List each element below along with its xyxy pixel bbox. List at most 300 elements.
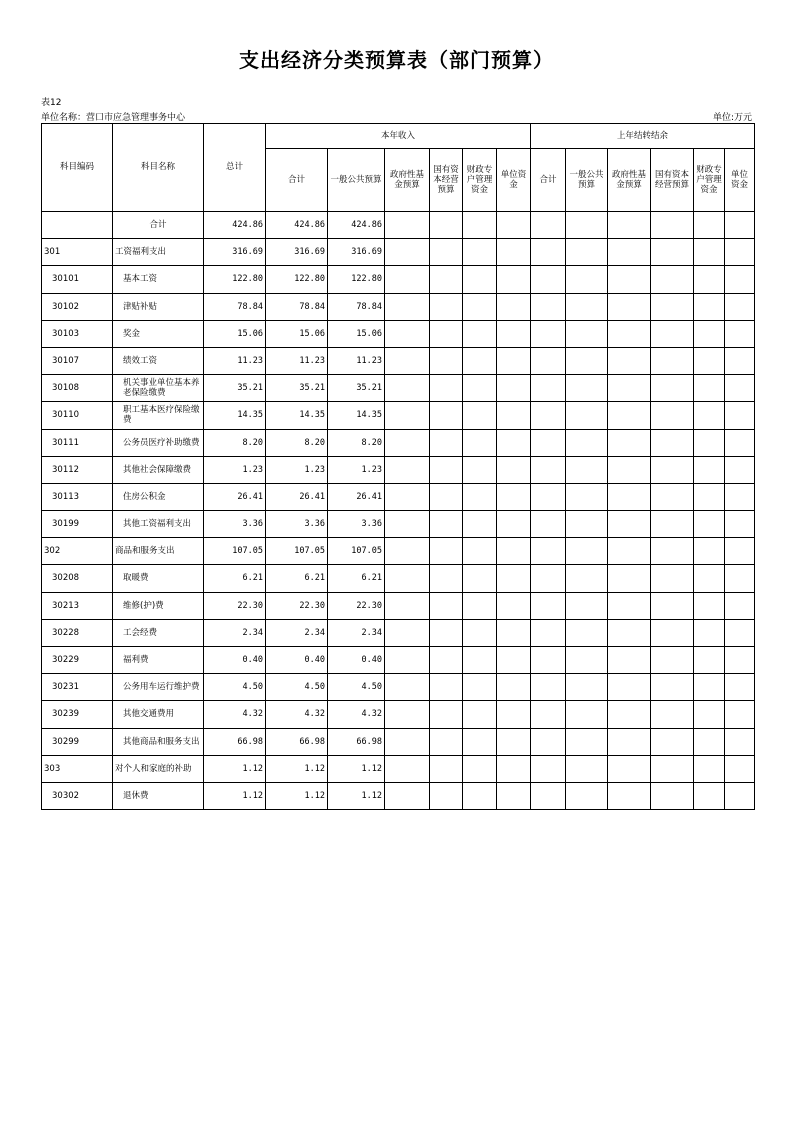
- row-name: 维修(护)费: [113, 592, 204, 619]
- header-total: 总计: [204, 124, 266, 212]
- empty-cell: [463, 212, 497, 239]
- empty-cell: [531, 647, 566, 674]
- empty-cell: [566, 483, 608, 510]
- empty-cell: [531, 212, 566, 239]
- empty-cell: [694, 347, 725, 374]
- row-general-budget: 122.80: [328, 266, 385, 293]
- row-code: 30302: [42, 782, 113, 809]
- row-code: 301: [42, 239, 113, 266]
- empty-cell: [725, 619, 755, 646]
- empty-cell: [430, 402, 463, 429]
- table-row: [42, 293, 755, 320]
- empty-cell: [651, 375, 694, 402]
- row-total: 2.34: [204, 619, 266, 646]
- empty-cell: [463, 456, 497, 483]
- empty-cell: [566, 619, 608, 646]
- row-current-sum: 316.69: [266, 239, 328, 266]
- empty-cell: [531, 592, 566, 619]
- empty-cell: [566, 701, 608, 728]
- row-code: 30111: [42, 429, 113, 456]
- row-name: 其他社会保障缴费: [113, 456, 204, 483]
- empty-cell: [430, 755, 463, 782]
- empty-cell: [608, 320, 651, 347]
- row-general-budget: 424.86: [328, 212, 385, 239]
- header-carry-unit-funds: 单位资金: [725, 149, 755, 212]
- empty-cell: [497, 347, 531, 374]
- header-carry-sum: 合计: [531, 149, 566, 212]
- row-current-sum: 11.23: [266, 347, 328, 374]
- empty-cell: [430, 728, 463, 755]
- row-current-sum: 1.23: [266, 456, 328, 483]
- row-general-budget: 15.06: [328, 320, 385, 347]
- empty-cell: [385, 456, 430, 483]
- row-general-budget: 11.23: [328, 347, 385, 374]
- header-cur-unit-funds: 单位资金: [497, 149, 531, 212]
- row-current-sum: 1.12: [266, 755, 328, 782]
- row-total: 4.50: [204, 674, 266, 701]
- empty-cell: [608, 674, 651, 701]
- empty-cell: [725, 320, 755, 347]
- empty-cell: [608, 701, 651, 728]
- row-general-budget: 4.32: [328, 701, 385, 728]
- empty-cell: [497, 456, 531, 483]
- row-general-budget: 14.35: [328, 402, 385, 429]
- empty-cell: [531, 402, 566, 429]
- row-total: 15.06: [204, 320, 266, 347]
- empty-cell: [566, 293, 608, 320]
- empty-cell: [608, 565, 651, 592]
- empty-cell: [608, 402, 651, 429]
- empty-cell: [566, 782, 608, 809]
- row-current-sum: 4.50: [266, 674, 328, 701]
- table-row: [42, 728, 755, 755]
- row-general-budget: 0.40: [328, 647, 385, 674]
- empty-cell: [566, 402, 608, 429]
- empty-cell: [497, 565, 531, 592]
- empty-cell: [694, 239, 725, 266]
- row-name: 住房公积金: [113, 483, 204, 510]
- empty-cell: [531, 483, 566, 510]
- empty-cell: [497, 647, 531, 674]
- row-general-budget: 1.12: [328, 755, 385, 782]
- empty-cell: [497, 293, 531, 320]
- empty-cell: [608, 511, 651, 538]
- empty-cell: [531, 429, 566, 456]
- empty-cell: [651, 239, 694, 266]
- empty-cell: [531, 347, 566, 374]
- row-code: 30113: [42, 483, 113, 510]
- empty-cell: [497, 375, 531, 402]
- empty-cell: [694, 320, 725, 347]
- row-code: 30102: [42, 293, 113, 320]
- row-name: 对个人和家庭的补助: [113, 755, 204, 782]
- row-code: 30107: [42, 347, 113, 374]
- row-name: 福利费: [113, 647, 204, 674]
- empty-cell: [694, 701, 725, 728]
- empty-cell: [725, 647, 755, 674]
- budget-table: [41, 123, 755, 810]
- empty-cell: [725, 402, 755, 429]
- header-name: 科目名称: [113, 124, 204, 212]
- table-row: [42, 320, 755, 347]
- row-total: 35.21: [204, 375, 266, 402]
- empty-cell: [566, 511, 608, 538]
- row-code: 302: [42, 538, 113, 565]
- header-carry-state-capital: 国有资本经营预算: [651, 149, 694, 212]
- empty-cell: [566, 565, 608, 592]
- empty-cell: [430, 456, 463, 483]
- empty-cell: [694, 293, 725, 320]
- table-row: [42, 619, 755, 646]
- empty-cell: [725, 674, 755, 701]
- row-general-budget: 107.05: [328, 538, 385, 565]
- empty-cell: [608, 456, 651, 483]
- empty-cell: [463, 429, 497, 456]
- table-number: 表12: [41, 98, 62, 108]
- row-total: 1.23: [204, 456, 266, 483]
- row-current-sum: 35.21: [266, 375, 328, 402]
- empty-cell: [651, 266, 694, 293]
- empty-cell: [463, 701, 497, 728]
- empty-cell: [497, 674, 531, 701]
- row-general-budget: 35.21: [328, 375, 385, 402]
- empty-cell: [725, 293, 755, 320]
- empty-cell: [725, 429, 755, 456]
- empty-cell: [651, 212, 694, 239]
- empty-cell: [430, 619, 463, 646]
- row-general-budget: 22.30: [328, 592, 385, 619]
- table-row: [42, 538, 755, 565]
- empty-cell: [497, 212, 531, 239]
- row-general-budget: 8.20: [328, 429, 385, 456]
- header-carry-special-account: 财政专户管理资金: [694, 149, 725, 212]
- row-general-budget: 3.36: [328, 511, 385, 538]
- row-general-budget: 26.41: [328, 483, 385, 510]
- empty-cell: [694, 647, 725, 674]
- empty-cell: [608, 755, 651, 782]
- empty-cell: [566, 728, 608, 755]
- empty-cell: [694, 592, 725, 619]
- header-cur-fund: 政府性基金预算: [385, 149, 430, 212]
- table-row: [42, 592, 755, 619]
- row-general-budget: 1.23: [328, 456, 385, 483]
- row-total: 316.69: [204, 239, 266, 266]
- empty-cell: [694, 266, 725, 293]
- empty-cell: [651, 402, 694, 429]
- empty-cell: [566, 266, 608, 293]
- empty-cell: [385, 647, 430, 674]
- unit-name: 单位名称：营口市应急管理事务中心: [41, 113, 186, 123]
- empty-cell: [430, 592, 463, 619]
- empty-cell: [385, 320, 430, 347]
- empty-cell: [531, 701, 566, 728]
- empty-cell: [385, 239, 430, 266]
- empty-cell: [430, 320, 463, 347]
- empty-cell: [463, 592, 497, 619]
- empty-cell: [531, 728, 566, 755]
- row-code: 30213: [42, 592, 113, 619]
- header-carry-fund: 政府性基金预算: [608, 149, 651, 212]
- empty-cell: [566, 375, 608, 402]
- row-code: 30108: [42, 375, 113, 402]
- empty-cell: [725, 239, 755, 266]
- row-current-sum: 15.06: [266, 320, 328, 347]
- empty-cell: [725, 565, 755, 592]
- empty-cell: [531, 538, 566, 565]
- header-cur-sum: 合计: [266, 149, 328, 212]
- row-total: 1.12: [204, 782, 266, 809]
- empty-cell: [430, 701, 463, 728]
- empty-cell: [566, 347, 608, 374]
- row-name: 公务用车运行维护费: [113, 674, 204, 701]
- empty-cell: [385, 728, 430, 755]
- empty-cell: [497, 619, 531, 646]
- table-row: [42, 565, 755, 592]
- table-row: [42, 511, 755, 538]
- empty-cell: [694, 565, 725, 592]
- row-name: 职工基本医疗保险缴费: [113, 402, 204, 429]
- empty-cell: [694, 619, 725, 646]
- empty-cell: [608, 728, 651, 755]
- empty-cell: [608, 239, 651, 266]
- empty-cell: [694, 429, 725, 456]
- row-general-budget: 78.84: [328, 293, 385, 320]
- empty-cell: [463, 565, 497, 592]
- empty-cell: [694, 483, 725, 510]
- empty-cell: [385, 755, 430, 782]
- empty-cell: [566, 647, 608, 674]
- table-row: [42, 483, 755, 510]
- empty-cell: [463, 402, 497, 429]
- empty-cell: [725, 511, 755, 538]
- empty-cell: [430, 565, 463, 592]
- row-code: 30231: [42, 674, 113, 701]
- table-row: [42, 375, 755, 402]
- empty-cell: [463, 239, 497, 266]
- empty-cell: [531, 755, 566, 782]
- currency-unit: 单位:万元: [712, 113, 752, 123]
- empty-cell: [463, 511, 497, 538]
- row-name: 工资福利支出: [113, 239, 204, 266]
- empty-cell: [497, 592, 531, 619]
- empty-cell: [463, 647, 497, 674]
- row-total: 14.35: [204, 402, 266, 429]
- row-general-budget: 4.50: [328, 674, 385, 701]
- empty-cell: [385, 293, 430, 320]
- row-name: 其他商品和服务支出: [113, 728, 204, 755]
- table-row: [42, 456, 755, 483]
- empty-cell: [608, 266, 651, 293]
- table-row: [42, 755, 755, 782]
- empty-cell: [531, 375, 566, 402]
- table-row: [42, 429, 755, 456]
- row-current-sum: 107.05: [266, 538, 328, 565]
- empty-cell: [531, 239, 566, 266]
- row-current-sum: 6.21: [266, 565, 328, 592]
- empty-cell: [463, 266, 497, 293]
- table-row: [42, 402, 755, 429]
- empty-cell: [430, 375, 463, 402]
- empty-cell: [651, 647, 694, 674]
- row-code: 30110: [42, 402, 113, 429]
- empty-cell: [531, 619, 566, 646]
- empty-cell: [385, 511, 430, 538]
- row-current-sum: 424.86: [266, 212, 328, 239]
- row-name: 工会经费: [113, 619, 204, 646]
- table-row: [42, 701, 755, 728]
- empty-cell: [651, 483, 694, 510]
- row-total: 66.98: [204, 728, 266, 755]
- empty-cell: [385, 483, 430, 510]
- empty-cell: [463, 782, 497, 809]
- empty-cell: [531, 293, 566, 320]
- empty-cell: [608, 293, 651, 320]
- empty-cell: [608, 212, 651, 239]
- table-row: [42, 674, 755, 701]
- empty-cell: [651, 320, 694, 347]
- table-row: [42, 347, 755, 374]
- row-total: 6.21: [204, 565, 266, 592]
- empty-cell: [725, 456, 755, 483]
- empty-cell: [385, 402, 430, 429]
- empty-cell: [463, 538, 497, 565]
- empty-cell: [385, 212, 430, 239]
- row-code: 30112: [42, 456, 113, 483]
- row-current-sum: 0.40: [266, 647, 328, 674]
- row-current-sum: 8.20: [266, 429, 328, 456]
- row-name: 其他工资福利支出: [113, 511, 204, 538]
- row-name: 退休费: [113, 782, 204, 809]
- empty-cell: [463, 320, 497, 347]
- empty-cell: [531, 320, 566, 347]
- row-current-sum: 4.32: [266, 701, 328, 728]
- empty-cell: [531, 674, 566, 701]
- empty-cell: [430, 511, 463, 538]
- row-general-budget: 1.12: [328, 782, 385, 809]
- row-code: 30228: [42, 619, 113, 646]
- empty-cell: [463, 375, 497, 402]
- empty-cell: [430, 538, 463, 565]
- empty-cell: [463, 728, 497, 755]
- empty-cell: [497, 755, 531, 782]
- empty-cell: [566, 755, 608, 782]
- empty-cell: [385, 782, 430, 809]
- empty-cell: [463, 674, 497, 701]
- empty-cell: [725, 701, 755, 728]
- row-total: 122.80: [204, 266, 266, 293]
- empty-cell: [430, 674, 463, 701]
- row-current-sum: 78.84: [266, 293, 328, 320]
- empty-cell: [497, 402, 531, 429]
- empty-cell: [651, 293, 694, 320]
- empty-cell: [566, 239, 608, 266]
- row-total: 26.41: [204, 483, 266, 510]
- empty-cell: [385, 347, 430, 374]
- empty-cell: [725, 538, 755, 565]
- table-row: [42, 782, 755, 809]
- row-code: 30229: [42, 647, 113, 674]
- empty-cell: [651, 728, 694, 755]
- header-cur-general: 一般公共预算: [328, 149, 385, 212]
- empty-cell: [430, 239, 463, 266]
- empty-cell: [651, 592, 694, 619]
- empty-cell: [694, 755, 725, 782]
- empty-cell: [430, 483, 463, 510]
- empty-cell: [497, 429, 531, 456]
- empty-cell: [497, 538, 531, 565]
- row-name: 奖金: [113, 320, 204, 347]
- row-current-sum: 22.30: [266, 592, 328, 619]
- row-current-sum: 3.36: [266, 511, 328, 538]
- empty-cell: [566, 456, 608, 483]
- row-total: 107.05: [204, 538, 266, 565]
- row-current-sum: 66.98: [266, 728, 328, 755]
- empty-cell: [385, 429, 430, 456]
- empty-cell: [430, 266, 463, 293]
- row-name: 合计: [113, 212, 204, 239]
- row-name: 其他交通费用: [113, 701, 204, 728]
- empty-cell: [608, 429, 651, 456]
- empty-cell: [463, 293, 497, 320]
- table-row: [42, 647, 755, 674]
- row-name: 津贴补贴: [113, 293, 204, 320]
- row-total: 1.12: [204, 755, 266, 782]
- empty-cell: [651, 456, 694, 483]
- empty-cell: [497, 320, 531, 347]
- empty-cell: [385, 266, 430, 293]
- row-code: 30101: [42, 266, 113, 293]
- empty-cell: [385, 375, 430, 402]
- row-code: 30103: [42, 320, 113, 347]
- empty-cell: [566, 212, 608, 239]
- empty-cell: [725, 483, 755, 510]
- empty-cell: [566, 320, 608, 347]
- row-general-budget: 66.98: [328, 728, 385, 755]
- empty-cell: [725, 592, 755, 619]
- empty-cell: [497, 782, 531, 809]
- empty-cell: [694, 728, 725, 755]
- empty-cell: [531, 266, 566, 293]
- row-code: 303: [42, 755, 113, 782]
- empty-cell: [566, 429, 608, 456]
- row-code: 30299: [42, 728, 113, 755]
- empty-cell: [531, 782, 566, 809]
- row-total: 78.84: [204, 293, 266, 320]
- empty-cell: [694, 375, 725, 402]
- empty-cell: [385, 701, 430, 728]
- empty-cell: [385, 619, 430, 646]
- empty-cell: [651, 755, 694, 782]
- empty-cell: [463, 483, 497, 510]
- empty-cell: [385, 592, 430, 619]
- row-general-budget: 6.21: [328, 565, 385, 592]
- empty-cell: [725, 782, 755, 809]
- empty-cell: [497, 511, 531, 538]
- header-carry-general: 一般公共预算: [566, 149, 608, 212]
- empty-cell: [497, 483, 531, 510]
- empty-cell: [430, 212, 463, 239]
- empty-cell: [725, 212, 755, 239]
- empty-cell: [608, 619, 651, 646]
- header-cur-state-capital: 国有资本经营预算: [430, 149, 463, 212]
- empty-cell: [531, 456, 566, 483]
- row-total: 11.23: [204, 347, 266, 374]
- empty-cell: [385, 674, 430, 701]
- empty-cell: [531, 511, 566, 538]
- empty-cell: [694, 674, 725, 701]
- empty-cell: [608, 647, 651, 674]
- empty-cell: [430, 782, 463, 809]
